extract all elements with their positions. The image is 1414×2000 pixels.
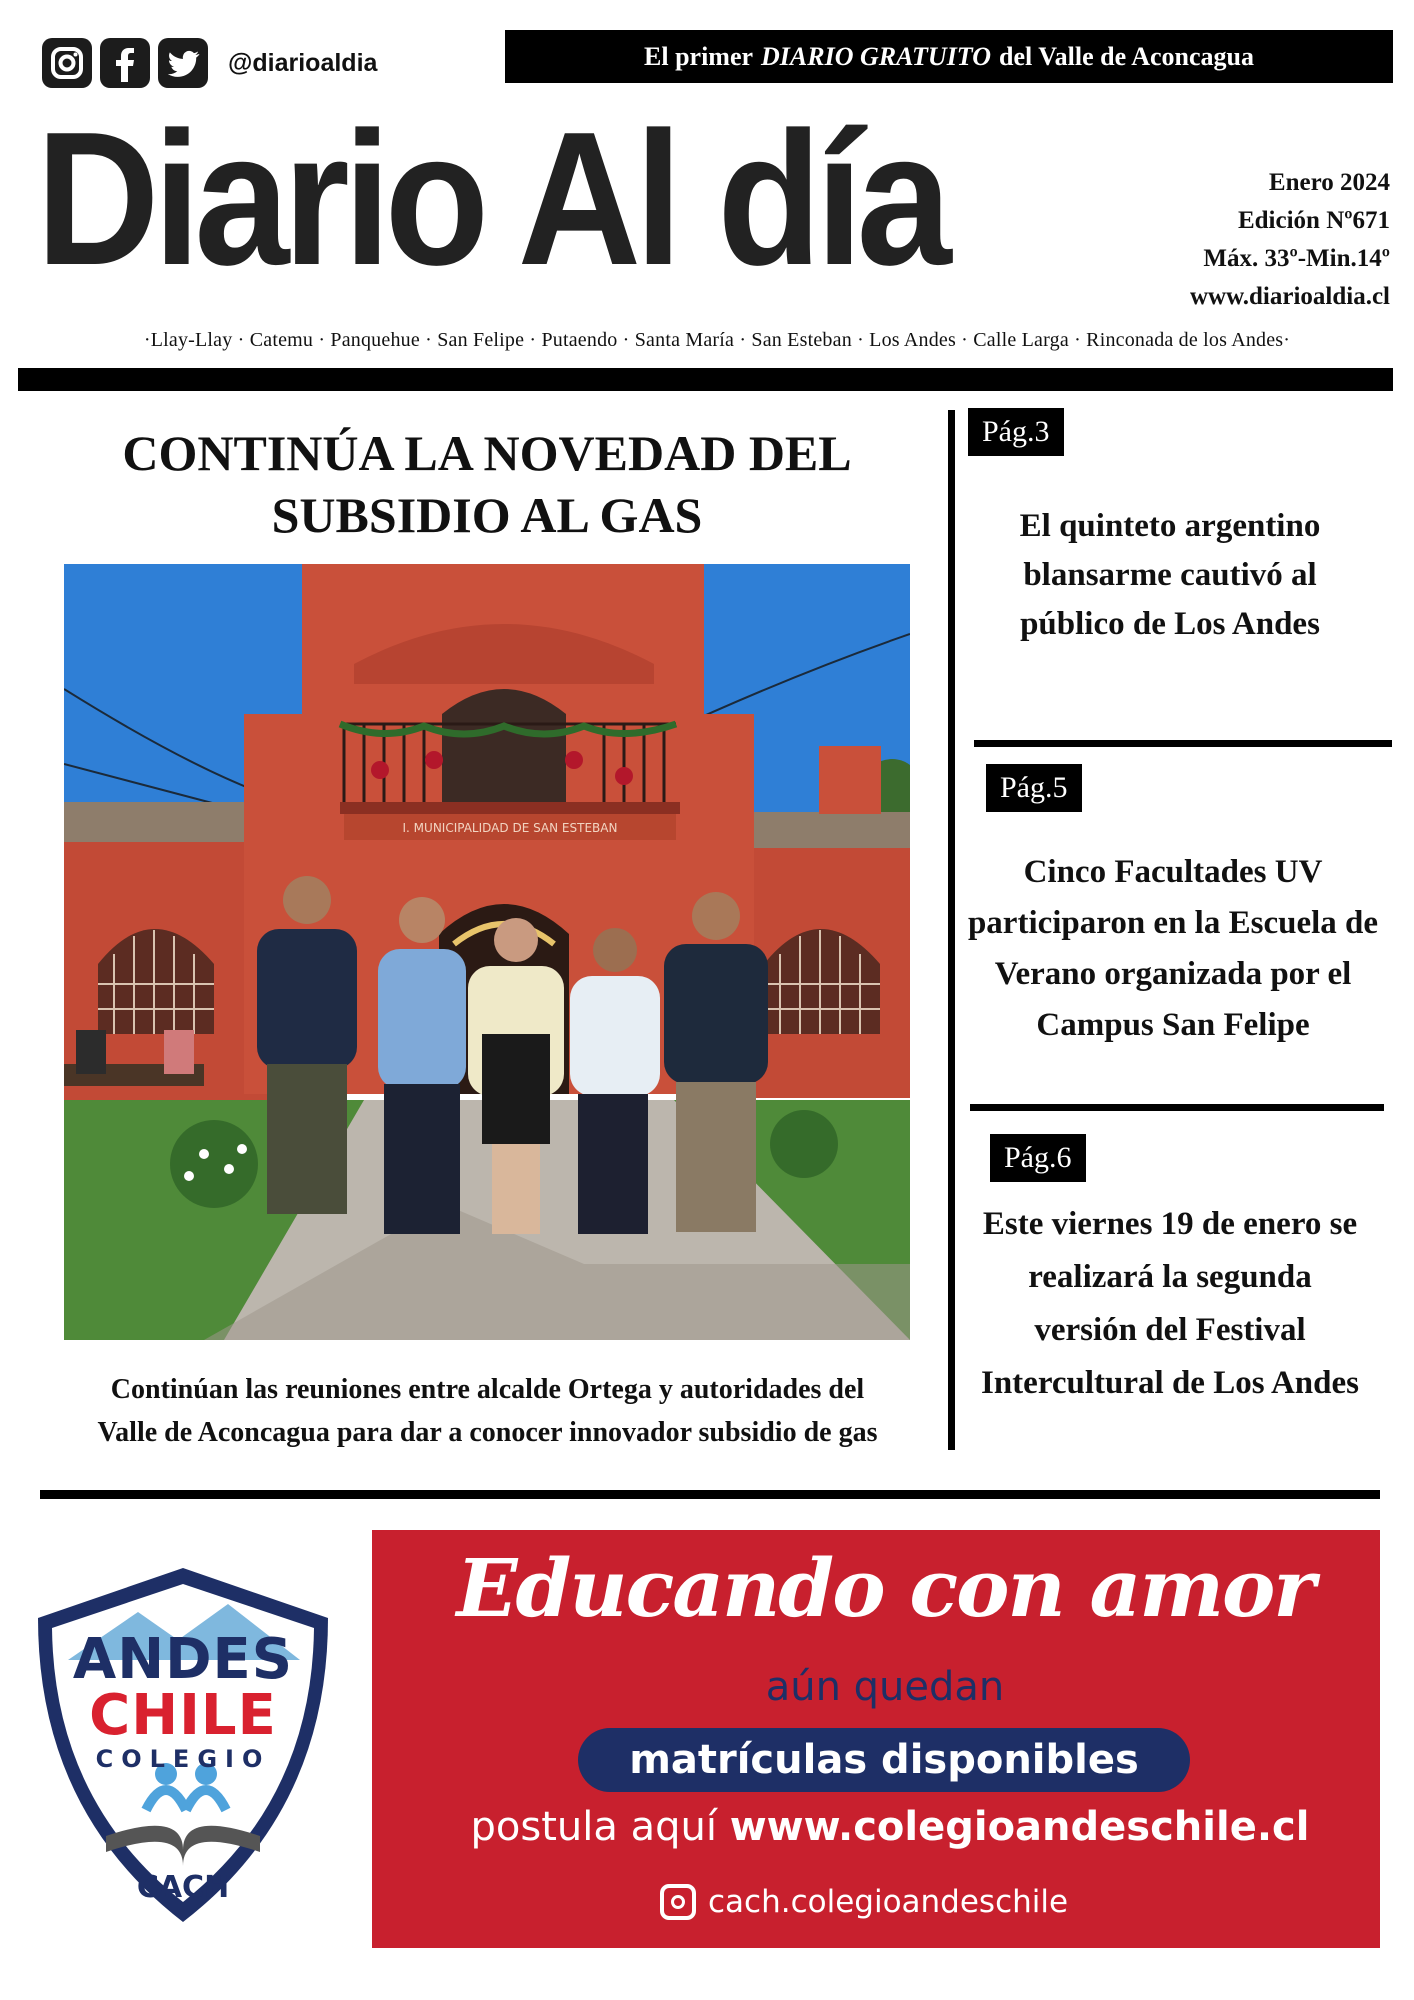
tagline-banner bbox=[505, 30, 1393, 83]
ad-slogan: Educando con amor bbox=[456, 1541, 1314, 1635]
person-3-skirt bbox=[482, 1034, 550, 1144]
person-2-body bbox=[378, 949, 466, 1089]
page-tag-5[interactable]: Pág.5 bbox=[986, 764, 1082, 812]
ad-instagram-handle[interactable]: cach.colegioandeschile bbox=[708, 1884, 1069, 1920]
photo-balcony-window bbox=[442, 689, 566, 814]
person-2-legs bbox=[384, 1084, 460, 1234]
sidebar-story-2[interactable]: Cinco Facultades UV participaron en la Escuela de Verano organizada por el Campus San Felipe bbox=[967, 854, 1379, 1043]
person-4-legs bbox=[578, 1094, 648, 1234]
photo-shrub bbox=[770, 1110, 838, 1178]
crest-line-andes: ANDES bbox=[72, 1627, 294, 1692]
photo-balcony-slab bbox=[340, 802, 680, 814]
towns-list: ·Llay-Llay · Catemu · Panquehue · San Felipe · Putaendo · Santa María · San Esteban · Los Andes · Calle Larga · Rinconada de los Andes· bbox=[143, 329, 1291, 351]
crest-line-colegio: COLEGIO bbox=[95, 1745, 271, 1773]
ad-divider bbox=[40, 1490, 1380, 1499]
facebook-icon[interactable] bbox=[100, 38, 150, 88]
photo-caption-line2: Valle de Aconcagua para dar a conocer innovador subsidio de gas bbox=[97, 1417, 878, 1448]
photo-shrub bbox=[170, 1120, 258, 1208]
photo-ornament bbox=[615, 767, 633, 785]
lead-photo[interactable] bbox=[64, 564, 910, 1340]
website-link[interactable]: www.diarioaldia.cl bbox=[1189, 283, 1390, 310]
instagram-icon[interactable] bbox=[42, 38, 92, 88]
twitter-icon[interactable] bbox=[158, 38, 208, 88]
column-divider bbox=[948, 410, 955, 1450]
person-4-head bbox=[593, 928, 637, 972]
photo-seated-person bbox=[76, 1030, 106, 1074]
masthead-title: Diario Al día bbox=[36, 93, 946, 305]
edition-date: Enero 2024 bbox=[1268, 169, 1390, 196]
photo-ornament bbox=[565, 751, 583, 769]
person-3-legs bbox=[492, 1144, 540, 1234]
lead-headline[interactable] bbox=[62, 422, 912, 546]
school-website-link[interactable]: www.colegioandeschile.cl bbox=[729, 1804, 1310, 1850]
photo-flower bbox=[224, 1164, 234, 1174]
person-5-legs bbox=[676, 1082, 756, 1232]
tagline-suffix: del Valle de Aconcagua bbox=[999, 41, 1254, 71]
photo-ornament bbox=[371, 761, 389, 779]
person-1-legs bbox=[267, 1064, 347, 1214]
sidebar-story-1[interactable]: El quinteto argentino blansarme cautivó al público de Los Andes bbox=[1019, 508, 1321, 642]
person-4-body bbox=[570, 976, 660, 1096]
instagram-icon bbox=[660, 1884, 696, 1920]
social-handle[interactable]: @diarioaldia bbox=[228, 48, 378, 77]
crest-line-chile: CHILE bbox=[89, 1683, 277, 1748]
photo-flower bbox=[237, 1144, 247, 1154]
ad-cta bbox=[440, 1804, 1340, 1850]
photo-chimney bbox=[819, 746, 881, 814]
sidebar-divider bbox=[970, 1104, 1384, 1111]
photo-flower bbox=[184, 1171, 194, 1181]
sidebar-divider bbox=[974, 740, 1392, 747]
person-1-body bbox=[257, 929, 357, 1069]
ad-instagram[interactable] bbox=[660, 1884, 1068, 1920]
person-2-head bbox=[399, 897, 445, 943]
crest-abbr: CACH bbox=[136, 1870, 230, 1905]
edition-info bbox=[1190, 164, 1390, 316]
ad-subline: aún quedan bbox=[765, 1664, 1005, 1710]
photo-roof-left bbox=[64, 802, 254, 842]
edition-number: Edición Nº671 bbox=[1237, 207, 1390, 234]
enrollment-badge[interactable]: matrículas disponibles bbox=[578, 1728, 1190, 1792]
person-1-head bbox=[283, 876, 331, 924]
person-5-body bbox=[664, 944, 768, 1084]
page-tag-3[interactable]: Pág.3 bbox=[968, 408, 1064, 456]
photo-caption bbox=[50, 1368, 925, 1454]
ad-cta-prefix: postula aquí bbox=[470, 1804, 717, 1850]
tagline-emphasis: DIARIO GRATUITO bbox=[761, 41, 991, 71]
person-5-head bbox=[692, 892, 740, 940]
photo-sign-text: I. MUNICIPALIDAD DE SAN ESTEBAN bbox=[402, 821, 618, 835]
photo-ornament bbox=[425, 751, 443, 769]
social-bar bbox=[42, 38, 377, 88]
sidebar-story-3[interactable]: Este viernes 19 de enero se realizará la segunda versión del Festival Intercultural de Los Andes bbox=[980, 1206, 1360, 1401]
photo-roof-right bbox=[744, 812, 910, 848]
photo-flower bbox=[199, 1149, 209, 1159]
header-divider bbox=[18, 368, 1393, 391]
lead-headline-line2: SUBSIDIO AL GAS bbox=[271, 487, 703, 543]
weather-forecast: Máx. 33º-Min.14º bbox=[1203, 245, 1390, 272]
photo-caption-line1: Continúan las reuniones entre alcalde Ortega y autoridades del bbox=[110, 1374, 865, 1405]
lead-headline-line1: CONTINÚA LA NOVEDAD DEL bbox=[122, 425, 852, 481]
page-tag-6[interactable]: Pág.6 bbox=[990, 1134, 1086, 1182]
photo-seated-person bbox=[164, 1030, 194, 1074]
person-3-head bbox=[494, 918, 538, 962]
tagline-prefix: El primer bbox=[644, 41, 754, 71]
